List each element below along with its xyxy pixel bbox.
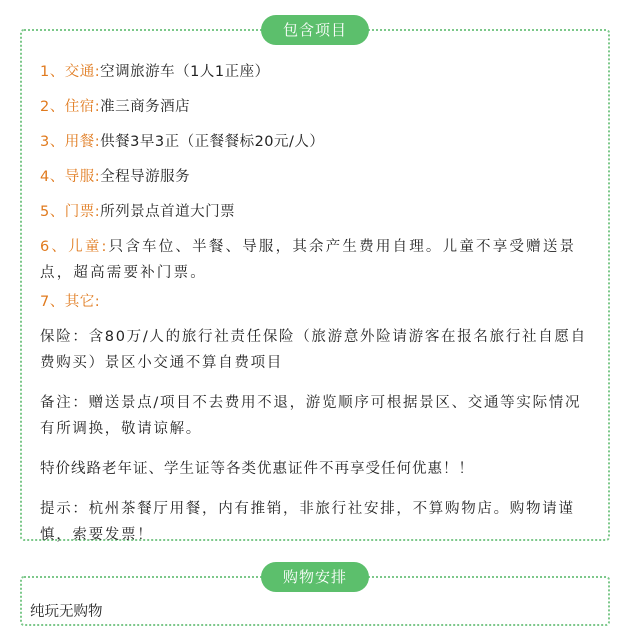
shopping-title: 购物安排 <box>261 562 369 592</box>
item-guide <box>40 164 596 190</box>
item-label: 2、住宿: <box>40 99 101 115</box>
item-text: 供餐3早3正（正餐餐标20元/人） <box>100 134 325 150</box>
note-insurance: 保险：含80万/人的旅行社责任保险（旅游意外险请游客在报名旅行社自愿自费购买）景区小交通不算自费项目 <box>40 329 587 371</box>
shopping-text: 纯玩无购物 <box>30 604 103 620</box>
shopping-section <box>20 568 610 626</box>
item-tickets <box>40 199 596 225</box>
item-label: 7、其它: <box>40 294 101 310</box>
item-text: 全程导游服务 <box>100 169 191 185</box>
item-text: 所列景点首道大门票 <box>100 204 236 220</box>
included-items-title: 包含项目 <box>261 15 369 45</box>
item-transport <box>40 59 596 85</box>
item-text: 空调旅游车（1人1正座） <box>100 64 270 80</box>
note-discount: 特价线路老年证、学生证等各类优惠证件不再享受任何优惠！！ <box>40 461 474 477</box>
item-label: 4、导服: <box>40 169 101 185</box>
item-text: 准三商务酒店 <box>100 99 191 115</box>
item-children <box>40 234 596 286</box>
included-items-section <box>20 21 610 543</box>
item-label: 5、门票: <box>40 204 101 220</box>
item-other <box>40 289 596 315</box>
note-tip: 提示：杭州茶餐厅用餐，内有推销，非旅行社安排，不算购物店。购物请谨慎，索要发票！ <box>40 501 575 543</box>
item-label: 6、儿童: <box>40 239 109 255</box>
note-remarks: 备注：赠送景点/项目不去费用不退，游览顺序可根据景区、交通等实际情况有所调换，敬请谅解。 <box>40 395 582 437</box>
item-label: 1、交通: <box>40 64 101 80</box>
item-text: 只含车位、半餐、导服，其余产生费用自理。儿童不享受赠送景点，超高需要补门票。 <box>40 239 577 281</box>
item-label: 3、用餐: <box>40 134 101 150</box>
item-lodging <box>40 94 596 120</box>
included-items-body <box>40 59 596 562</box>
item-meals <box>40 129 596 155</box>
